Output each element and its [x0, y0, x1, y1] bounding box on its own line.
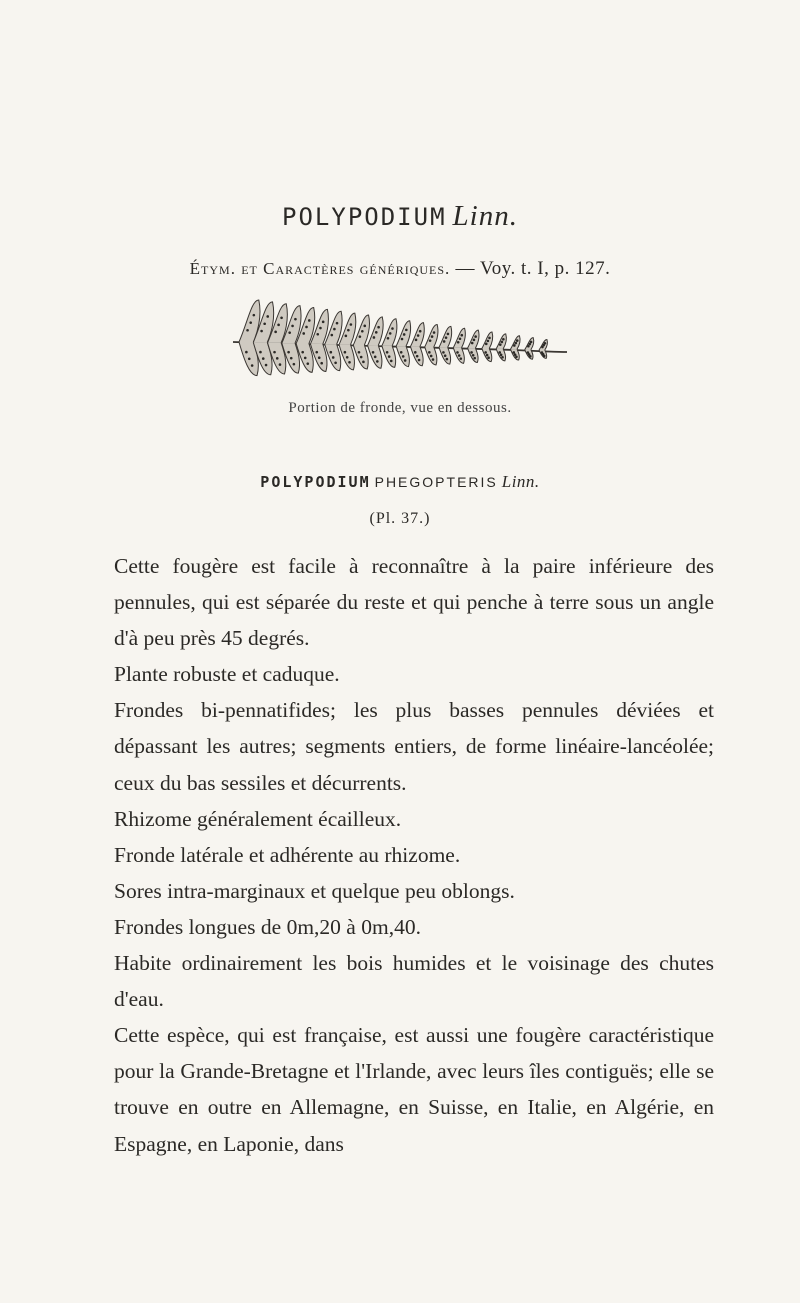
- paragraph: Cette espèce, qui est française, est aussi une fougère caractéristique pour la Grande-Bretagne et l'Irlande, avec leurs îles contiguës; elle se trouve en outre en Allemagne, en Suisse, en Italie, en Algérie, en Espagne, en Laponie, dans: [114, 1023, 714, 1156]
- species-heading: [0, 472, 800, 492]
- reference-line: [0, 258, 800, 280]
- paragraph: Fronde latérale et adhérente au rhizome.: [114, 842, 461, 867]
- description-text: [114, 548, 714, 1162]
- paragraph: Habite ordinairement les bois humides et le voisinage des chutes d'eau.: [114, 951, 714, 1012]
- paragraph: Cette fougère est facile à reconnaître à la paire inférieure des pennules, qui est séparée du reste et qui penche à terre sous un angle d'à peu près 45 degrés.: [114, 554, 714, 651]
- species-genus: POLYPODIUM: [260, 473, 371, 491]
- fern-frond-icon: [225, 290, 575, 390]
- genus-author: Linn.: [452, 200, 518, 232]
- paragraph: Frondes longues de 0m,20 à 0m,40.: [114, 914, 421, 939]
- plate-reference: (Pl. 37.): [369, 510, 431, 527]
- figure-caption: Portion de fronde, vue en dessous.: [288, 400, 512, 416]
- reference-rest: — Voy. t. I, p. 127.: [450, 258, 611, 279]
- genus-heading: [0, 200, 800, 233]
- species-author: Linn.: [501, 472, 540, 491]
- reference-lead: Étym. et Caractères génériques.: [189, 259, 451, 278]
- paragraph: Plante robuste et caduque.: [114, 662, 340, 687]
- paragraph: Sores intra-marginaux et quelque peu oblongs.: [114, 878, 515, 903]
- species-epithet: PHEGOPTERIS: [374, 474, 498, 490]
- genus-name: POLYPODIUM: [282, 203, 447, 231]
- paragraph: Rhizome généralement écailleux.: [114, 806, 402, 831]
- paragraph: Frondes bi-pennatifides; les plus basses pennules déviées et dépassant les autres; segments entiers, de forme linéaire-lancéolée; ceux du bas sessiles et décurrents.: [114, 698, 714, 795]
